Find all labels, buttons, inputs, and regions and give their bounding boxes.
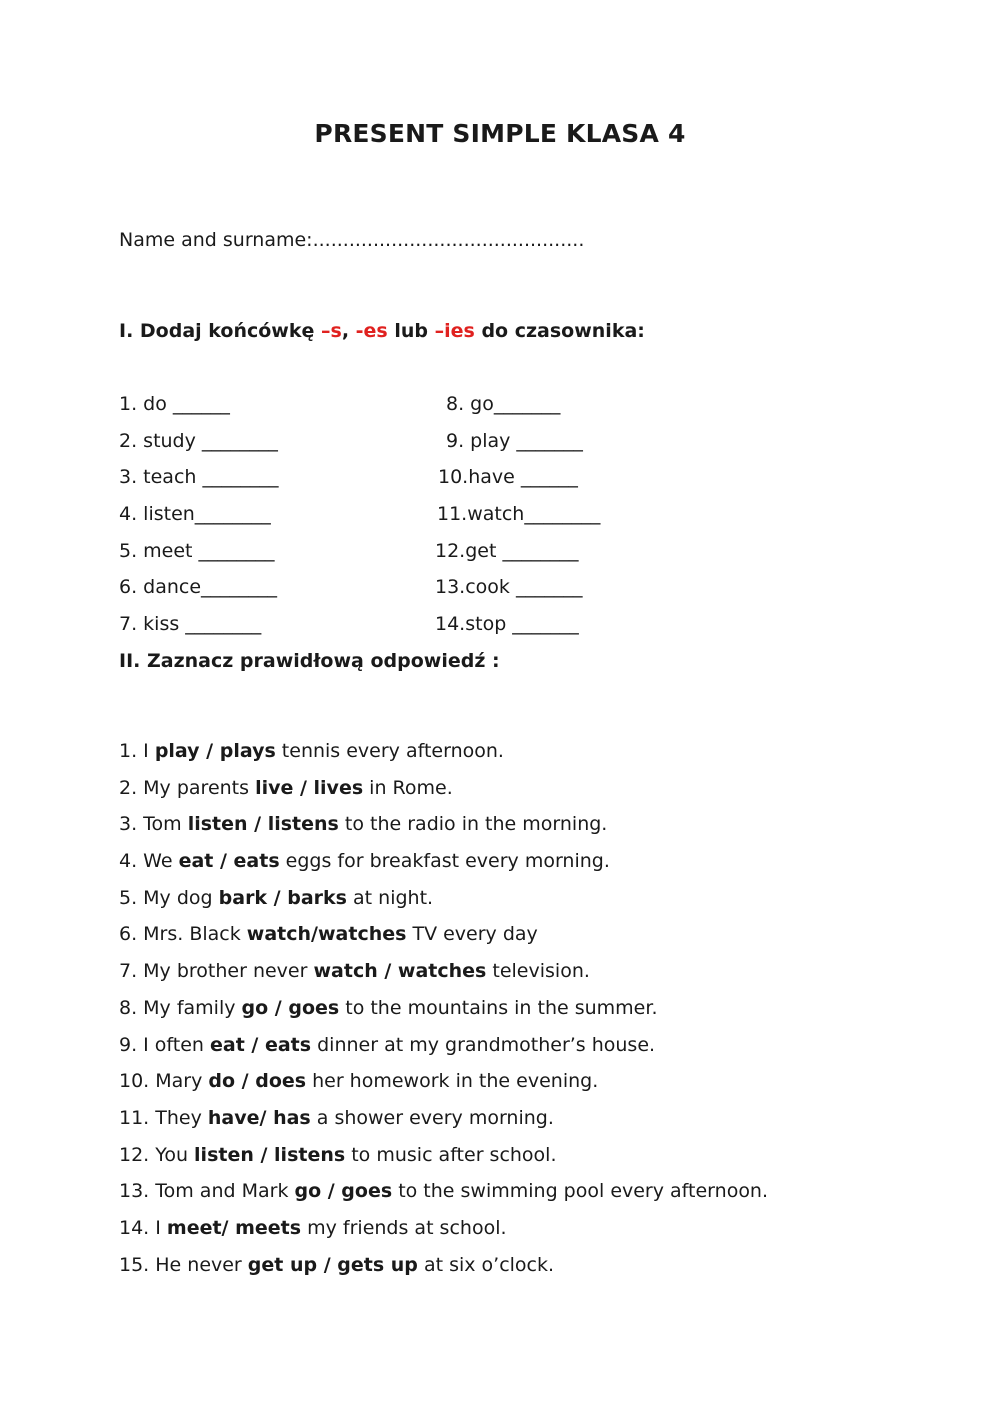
verb-choice: eat / eats bbox=[210, 1033, 312, 1056]
verb-ending-list bbox=[0, 392, 1000, 649]
verb-item: 8. go_______ bbox=[446, 393, 561, 415]
sentence-item bbox=[119, 1253, 768, 1290]
verb-item: 1. do ______ bbox=[119, 393, 230, 415]
sentence-text: television. bbox=[486, 960, 590, 983]
verb-choice: eat / eats bbox=[178, 850, 280, 873]
sentence-text: 1. I bbox=[119, 740, 155, 762]
sentence-text: dinner at my grandmother’s house. bbox=[311, 1033, 656, 1056]
verb-row bbox=[0, 539, 1000, 576]
ending-ies: –ies bbox=[434, 320, 475, 342]
sentence-text: her homework in the evening. bbox=[306, 1070, 599, 1093]
sentence-text: to the radio in the morning. bbox=[338, 813, 608, 836]
verb-item: 4. listen________ bbox=[119, 503, 271, 526]
sentence-item bbox=[119, 959, 768, 996]
sentence-item bbox=[119, 996, 768, 1033]
ending-es: -es bbox=[355, 320, 388, 342]
verb-choice: listen / listens bbox=[187, 813, 339, 836]
verb-choice: listen / listens bbox=[194, 1143, 346, 1166]
sentence-text: 7. My brother never bbox=[119, 960, 314, 983]
verb-item: 10.have ______ bbox=[438, 466, 578, 489]
verb-choice: watch/watches bbox=[246, 923, 407, 946]
section1-heading-text: , bbox=[341, 320, 356, 342]
verb-item: 11.watch________ bbox=[437, 503, 601, 526]
sentence-text: to the swimming pool every afternoon. bbox=[392, 1180, 769, 1203]
verb-choice: bark / barks bbox=[218, 886, 347, 909]
sentence-text: 5. My dog bbox=[119, 886, 219, 909]
name-surname-field: Name and surname:............................................. bbox=[119, 229, 585, 251]
sentence-item bbox=[119, 1143, 768, 1180]
verb-row bbox=[0, 429, 1000, 466]
verb-choice: get up / gets up bbox=[247, 1253, 418, 1276]
sentence-text: 15. He never bbox=[119, 1253, 248, 1276]
verb-choice: meet/ meets bbox=[166, 1216, 302, 1239]
verb-choice: go / goes bbox=[294, 1180, 393, 1203]
section1-heading-text: do czasownika: bbox=[474, 320, 645, 342]
verb-row bbox=[0, 502, 1000, 539]
verb-row bbox=[0, 465, 1000, 502]
verb-item: 12.get ________ bbox=[435, 539, 579, 562]
sentence-text: eggs for breakfast every morning. bbox=[279, 850, 610, 873]
verb-row bbox=[0, 612, 1000, 649]
verb-choice: play / plays bbox=[154, 740, 276, 762]
sentence-item bbox=[119, 849, 768, 886]
sentence-text: 3. Tom bbox=[119, 813, 188, 836]
sentence-text: to music after school. bbox=[345, 1143, 557, 1166]
sentence-text: 14. I bbox=[119, 1216, 167, 1239]
section1-heading-text: lub bbox=[387, 320, 435, 342]
verb-item: 2. study ________ bbox=[119, 429, 278, 452]
sentence-text: TV every day bbox=[406, 923, 538, 946]
sentence-text: 2. My parents bbox=[119, 776, 256, 799]
choice-sentence-list bbox=[119, 739, 768, 1289]
sentence-item bbox=[119, 776, 768, 813]
sentence-text: 6. Mrs. Black bbox=[119, 923, 247, 946]
page-title: PRESENT SIMPLE KLASA 4 bbox=[314, 119, 686, 148]
sentence-text: in Rome. bbox=[363, 776, 453, 799]
verb-choice: go / goes bbox=[241, 996, 340, 1019]
ending-s: –s bbox=[321, 320, 342, 342]
sentence-text: a shower every morning. bbox=[310, 1106, 554, 1129]
verb-choice: watch / watches bbox=[313, 960, 487, 983]
sentence-item bbox=[119, 1216, 768, 1253]
sentence-text: to the mountains in the summer. bbox=[339, 996, 658, 1019]
sentence-item bbox=[119, 739, 768, 776]
verb-item: 9. play _______ bbox=[446, 429, 583, 452]
sentence-text: 4. We bbox=[119, 850, 179, 873]
verb-row bbox=[0, 392, 1000, 429]
section1-heading-text: I. Dodaj końcówkę bbox=[119, 320, 321, 342]
sentence-item bbox=[119, 812, 768, 849]
section1-heading bbox=[119, 319, 645, 343]
sentence-item bbox=[119, 1179, 768, 1216]
sentence-item bbox=[119, 1033, 768, 1070]
sentence-text: 10. Mary bbox=[119, 1070, 209, 1093]
verb-item: 7. kiss ________ bbox=[119, 613, 262, 636]
verb-item: 6. dance________ bbox=[119, 576, 278, 599]
verb-choice: live / lives bbox=[255, 776, 364, 799]
sentence-text: my friends at school. bbox=[301, 1216, 507, 1239]
sentence-item bbox=[119, 1106, 768, 1143]
verb-choice: have/ has bbox=[207, 1106, 311, 1129]
sentence-text: at six o’clock. bbox=[417, 1253, 555, 1276]
section2-heading: II. Zaznacz prawidłową odpowiedź : bbox=[119, 650, 500, 672]
sentence-item bbox=[119, 886, 768, 923]
sentence-text: tennis every afternoon. bbox=[275, 740, 504, 762]
sentence-text: at night. bbox=[346, 886, 434, 909]
verb-item: 13.cook _______ bbox=[435, 576, 583, 599]
verb-item: 3. teach ________ bbox=[119, 466, 279, 489]
verb-item: 5. meet ________ bbox=[119, 539, 275, 562]
sentence-item bbox=[119, 1069, 768, 1106]
sentence-text: 13. Tom and Mark bbox=[119, 1180, 295, 1203]
verb-row bbox=[0, 575, 1000, 612]
verb-choice: do / does bbox=[208, 1070, 307, 1093]
verb-item: 14.stop _______ bbox=[435, 613, 579, 636]
sentence-item bbox=[119, 922, 768, 959]
sentence-text: 8. My family bbox=[119, 996, 242, 1019]
sentence-text: 12. You bbox=[119, 1143, 195, 1166]
sentence-text: 11. They bbox=[119, 1106, 208, 1129]
sentence-text: 9. I often bbox=[119, 1033, 211, 1056]
